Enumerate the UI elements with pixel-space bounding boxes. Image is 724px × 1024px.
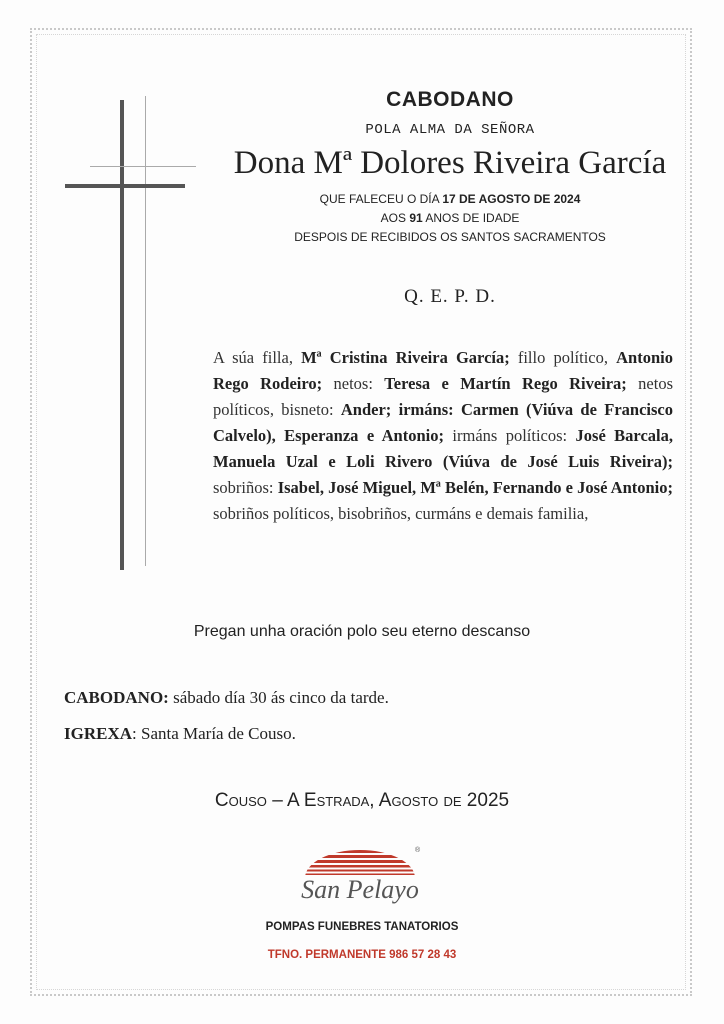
san-pelayo-logo <box>285 836 435 916</box>
age-prefix: AOS <box>380 211 406 225</box>
age-line <box>200 211 700 225</box>
deceased-name: Dona Mª Dolores Riveira García <box>233 145 667 181</box>
page-title: CABODANO <box>386 88 514 111</box>
place-date: Couso – A Estrada, Agosto de 2025 <box>214 790 510 811</box>
cabodano-value: sábado día 30 ás cinco da tarde. <box>168 688 389 707</box>
age-suffix: ANOS DE IDADE <box>425 211 520 225</box>
cabodano-label: CABODANO: <box>64 688 169 707</box>
family-text-7: sobriños políticos, bisobriños, curmáns e demais familia, <box>213 504 589 523</box>
phone-number[interactable]: 986 57 28 43 <box>389 949 457 961</box>
logo-text: San Pelayo <box>301 875 419 904</box>
family-bold-5: José Barcala, Manuela Uzal e Loli Rivero (Viúva de José Luis Riveira); <box>213 426 673 471</box>
family-text-1: A súa filla, <box>213 348 302 367</box>
company-tagline: POMPAS FUNEBRES TANATORIOS <box>265 921 459 933</box>
registered-mark: ® <box>415 847 421 854</box>
subtitle: POLA ALMA DA SEÑORA <box>365 122 535 138</box>
death-date-line <box>200 192 700 206</box>
igrexa-value: : Santa María de Couso. <box>132 724 296 743</box>
age-value: 91 <box>409 211 423 225</box>
family-text-5: irmáns políticos: <box>444 426 576 445</box>
phone-label: TFNO. PERMANENTE <box>267 949 386 961</box>
cabodano-detail <box>64 688 389 708</box>
family-text-4: netos políticos, bisneto: <box>213 374 673 419</box>
igrexa-detail <box>64 724 296 744</box>
cross-icon-horizontal-shadow <box>90 166 196 167</box>
family-bold-1: Mª Cristina Riveira García; <box>301 348 510 367</box>
death-date: 17 DE AGOSTO DE 2024 <box>442 192 581 206</box>
family-bold-2: Antonio Rego Rodeiro; <box>213 348 673 393</box>
sacraments-line: DESPOIS DE RECIBIDOS OS SANTOS SACRAMENTOS <box>294 230 606 244</box>
igrexa-label: IGREXA <box>64 724 133 743</box>
cross-icon-vertical <box>120 100 124 570</box>
family-bold-6: Isabel, José Miguel, Mª Belén, Fernando e José Antonio; <box>277 478 673 497</box>
family-text-3: netos: <box>322 374 385 393</box>
family-bold-3: Teresa e Martín Rego Riveira; <box>384 374 627 393</box>
qepd: Q. E. P. D. <box>404 286 496 307</box>
death-date-prefix: QUE FALECEU O DÍA <box>319 192 439 206</box>
family-text-6: sobriños: <box>213 478 278 497</box>
family-paragraph <box>213 345 673 527</box>
family-text-2: fillo político, <box>509 348 617 367</box>
family-bold-4: Ander; irmáns: Carmen (Viúva de Francisco Calvelo), Esperanza e Antonio; <box>213 400 673 445</box>
phone-line <box>0 949 724 961</box>
prayer-line: Pregan unha oración polo seu eterno descanso <box>193 623 531 640</box>
cross-icon-horizontal <box>65 184 185 188</box>
